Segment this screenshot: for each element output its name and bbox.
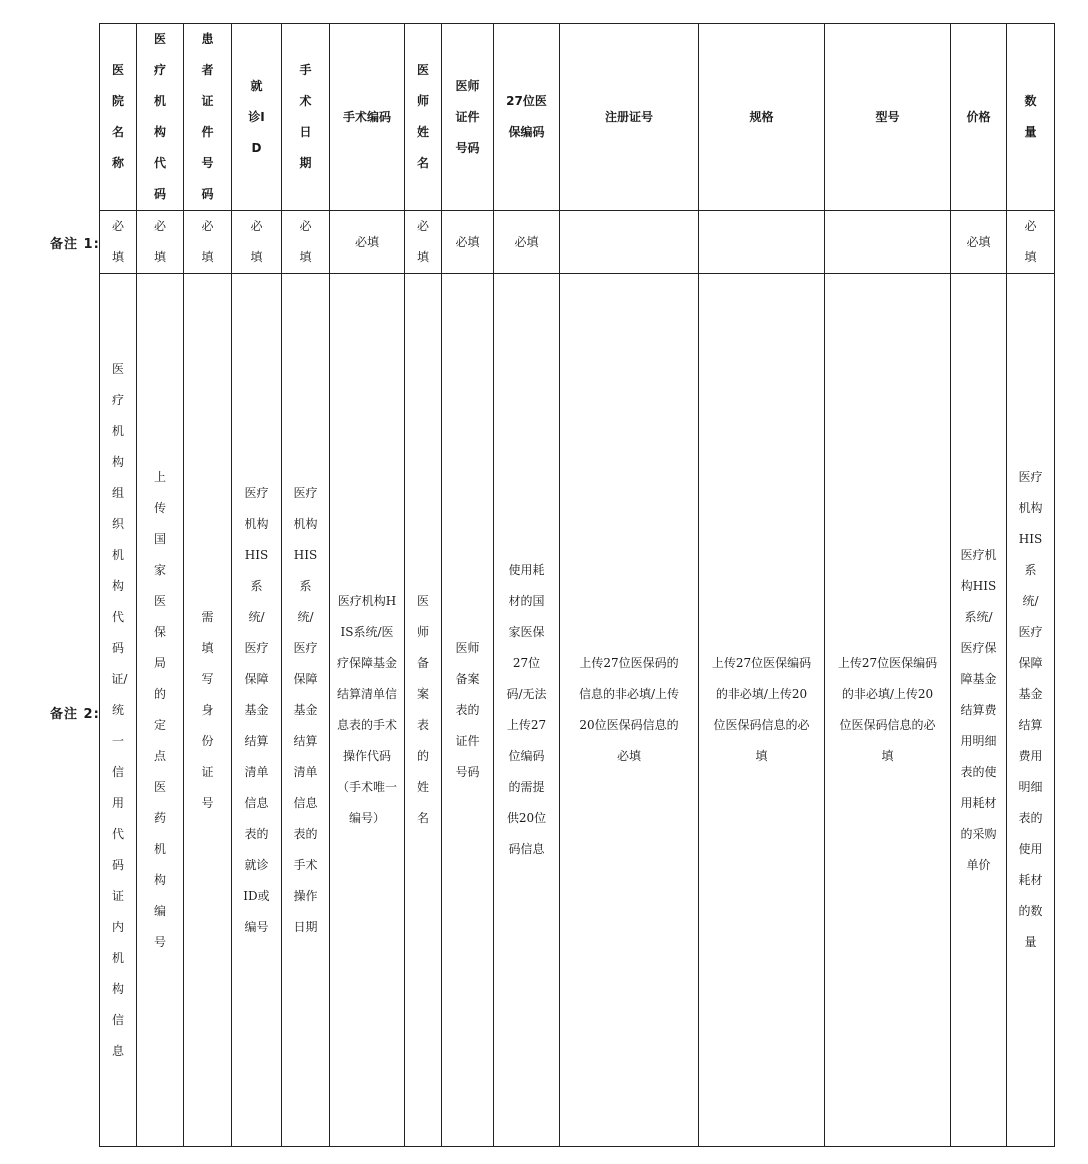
header-cell: 数量 xyxy=(1007,24,1055,211)
required-cell: 必填 xyxy=(184,211,232,274)
required-cell: 必填 xyxy=(330,211,405,274)
note-1-label: 备注 1: xyxy=(50,237,100,252)
header-cell: 价格 xyxy=(951,24,1007,211)
source-cell: 上传国家医保局的定点医药机构编号 xyxy=(137,274,184,1147)
required-cell xyxy=(825,211,951,274)
header-cell: 医师姓名 xyxy=(405,24,442,211)
required-cell: 必填 xyxy=(494,211,560,274)
header-cell: 医疗机构代码 xyxy=(137,24,184,211)
required-cell: 必填 xyxy=(951,211,1007,274)
header-cell: 患者证件号码 xyxy=(184,24,232,211)
source-cell: 医疗机构组织机构代码证/统一信用代码证内机构信息 xyxy=(100,274,137,1147)
header-cell: 医院名称 xyxy=(100,24,137,211)
required-cell: 必填 xyxy=(405,211,442,274)
source-cell: 需填写身份证号 xyxy=(184,274,232,1147)
header-cell: 规格 xyxy=(699,24,825,211)
source-cell: 医疗机构HIS系统/医疗保障基金结算费用明细表的使用耗材的数量 xyxy=(1007,274,1055,1147)
header-cell: 医师证件号码 xyxy=(442,24,494,211)
source-cell: 上传27位医保码的信息的非必填/上传20位医保码信息的必填 xyxy=(560,274,699,1147)
required-cell: 必填 xyxy=(1007,211,1055,274)
required-cell xyxy=(699,211,825,274)
required-cell: 必填 xyxy=(137,211,184,274)
required-cell: 必填 xyxy=(100,211,137,274)
source-cell: 医疗机构HIS系统/医疗保障基金结算费用明细表的使用耗材的采购单价 xyxy=(951,274,1007,1147)
header-cell: 27位医保编码 xyxy=(494,24,560,211)
header-cell: 就诊ID xyxy=(232,24,282,211)
source-cell: 医疗机构HIS系统/医疗保障基金结算清单信息表的手术操作日期 xyxy=(282,274,330,1147)
source-cell: 医疗机构HIS系统/医疗保障基金结算清单信息表的手术操作代码（手术唯一编号） xyxy=(330,274,405,1147)
header-cell: 手术编码 xyxy=(330,24,405,211)
source-cell: 使用耗材的国家医保27位码/无法上传27位编码的需提供20位码信息 xyxy=(494,274,560,1147)
source-cell: 上传27位医保编码的非必填/上传20位医保码信息的必填 xyxy=(699,274,825,1147)
source-row xyxy=(100,274,1055,1147)
header-cell: 注册证号 xyxy=(560,24,699,211)
required-row xyxy=(100,211,1055,274)
header-cell: 手术日期 xyxy=(282,24,330,211)
source-cell: 医师备案表的证件号码 xyxy=(442,274,494,1147)
field-requirements-table xyxy=(99,23,1055,1147)
header-cell: 型号 xyxy=(825,24,951,211)
required-cell: 必填 xyxy=(442,211,494,274)
source-cell: 医疗机构HIS系统/医疗保障基金结算清单信息表的就诊ID或编号 xyxy=(232,274,282,1147)
required-cell: 必填 xyxy=(282,211,330,274)
required-cell: 必填 xyxy=(232,211,282,274)
source-cell: 上传27位医保编码的非必填/上传20位医保码信息的必填 xyxy=(825,274,951,1147)
header-row xyxy=(100,24,1055,211)
note-2-label: 备注 2: xyxy=(50,707,100,722)
source-cell: 医师备案表的姓名 xyxy=(405,274,442,1147)
required-cell xyxy=(560,211,699,274)
